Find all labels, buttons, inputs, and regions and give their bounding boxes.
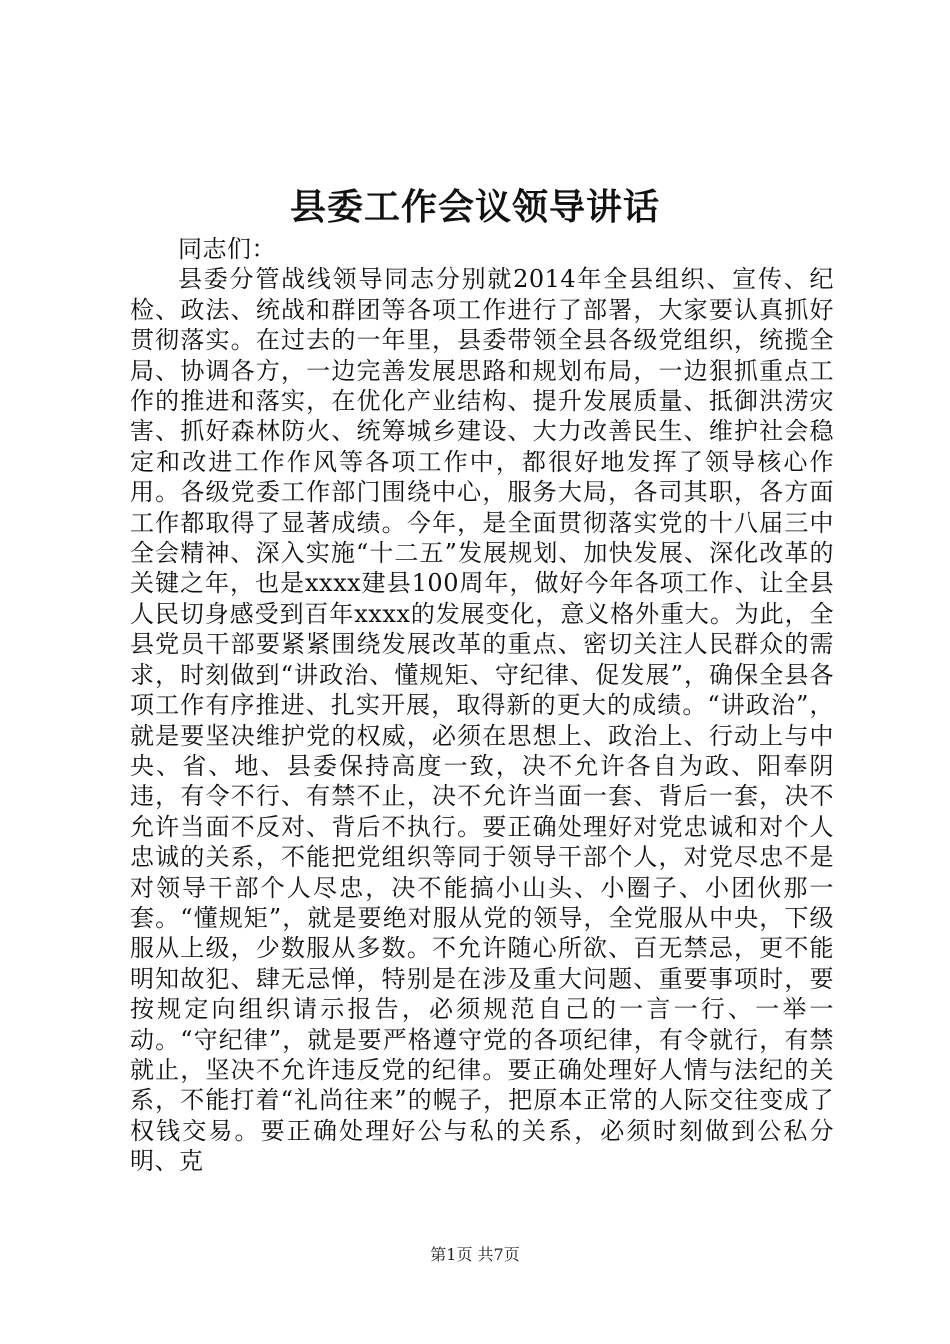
document-body [130, 234, 834, 1177]
greeting-line: 同志们： [178, 235, 276, 263]
document-title: 县委工作会议领导讲话 [289, 186, 660, 228]
page-footer: 第1页 共7页 [430, 1245, 520, 1264]
body-paragraph: 县委分管战线领导同志分别就2014年全县组织、宣传、纪检、政法、统战和群团等各项工作进行了部署，大家要认真抓好贯彻落实。在过去的一年里，县委带领全县各级党组织，统揽全局、协调各方，一边完善发展思路和规划布局，一边狠抓重点工作的推进和落实，在优化产业结构、提升发展质量、抵御洪涝灾害、抓好森林防火、统筹城乡建设、大力改善民生、维护社会稳定和改进工作作风等各项工作中，都很好地发挥了领导核心作用。各级党委工作部门围绕中心，服务大局，各司其职，各方面工作都取得了显著成绩。今年，是全面贯彻落实党的十八届三中全会精神、深入实施“十二五”发展规划、加快发展、深化改革的关键之年，也是xxxx建县100周年，做好今年各项工作、让全县人民切身感受到百年xxxx的发展变化，意义格外重大。为此，全县党员干部要紧紧围绕发展改革的重点、密切关注人民群众的需求，时刻做到“讲政治、懂规矩、守纪律、促发展”，确保全县各项工作有序推进、扎实开展，取得新的更大的成绩。“讲政治”，就是要坚决维护党的权威，必须在思想上、政治上、行动上与中央、省、地、县委保持高度一致，决不允许各自为政、阳奉阴违，有令不行、有禁不止，决不允许当面一套、背后一套，决不允许当面不反对、背后不执行。要正确处理好对党忠诚和对个人忠诚的关系，不能把党组织等同于领导干部个人，对党尽忠不是对领导干部个人尽忠，决不能搞小山头、小圈子、小团伙那一套。“懂规矩”，就是要绝对服从党的领导，全党服从中央，下级服从上级，少数服从多数。不允许随心所欲、百无禁忌，更不能明知故犯、肆无忌惮，特别是在涉及重大问题、重要事项时，要按规定向组织请示报告，必须规范自己的一言一行、一举一动。“守纪律”，就是要严格遵守党的各项纪律，有令就行，有禁就止，坚决不允许违反党的纪律。要正确处理好人情与法纪的关系，不能打着“礼尚往来”的幌子，把原本正常的人际交往变成了权钱交易。要正确处理好公与私的关系，必须时刻做到公私分明、克 [130, 265, 834, 1176]
